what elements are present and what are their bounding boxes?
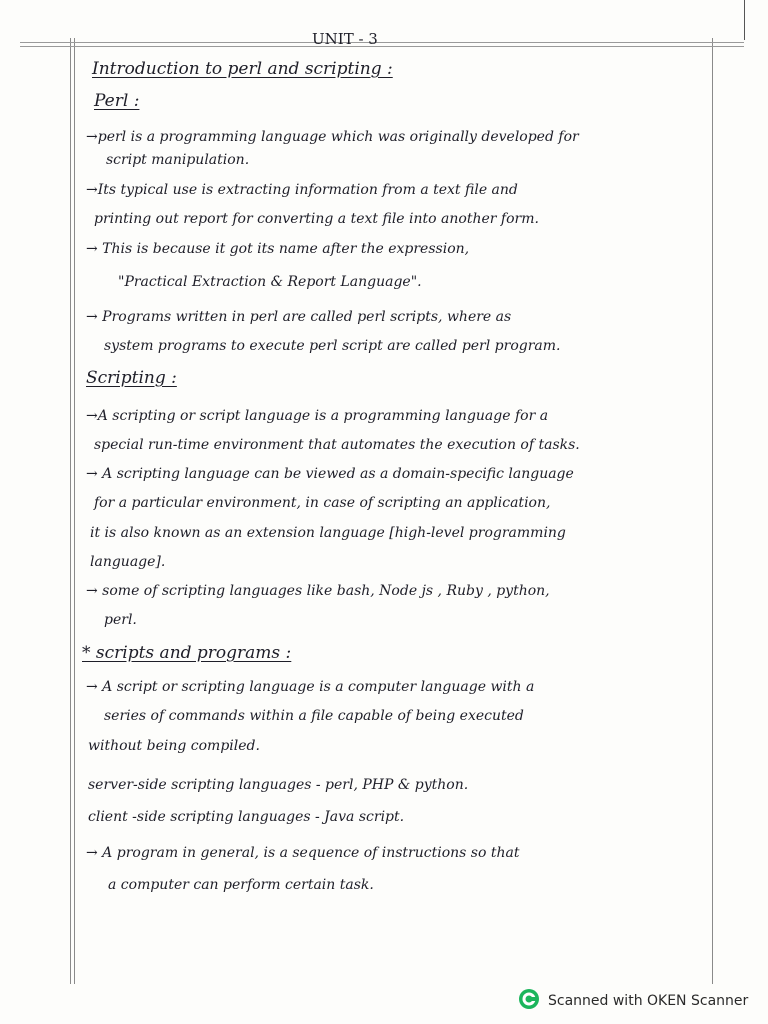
top-rule-line [20,42,744,43]
top-rule-line-2 [20,46,744,47]
scripting-line-8: perl. [104,612,137,628]
scripts-line-5: client -side scripting languages - Java script. [88,809,405,825]
scripts-line-7: a computer can perform certain task. [108,877,374,893]
scripts-line-6: → A program in general, is a sequence of instructions so that [86,845,520,861]
scripts-programs-heading: * scripts and programs : [82,643,292,663]
scripting-line-1: →A scripting or script language is a programming language for a [86,408,549,424]
scripting-line-6: language]. [90,554,166,570]
left-margin-line-inner [74,38,75,984]
scripting-line-7: → some of scripting languages like bash, Node js , Ruby , python, [86,583,550,599]
perl-line-6: "Practical Extraction & Report Language". [118,274,422,290]
perl-line-4: printing out report for converting a text file into another form. [94,211,539,227]
scanner-watermark [518,990,748,1012]
perl-line-8: system programs to execute perl script are called perl program. [104,338,561,354]
scanner-logo-icon [518,988,540,1014]
right-margin-line [712,38,713,984]
scripts-line-4: server-side scripting languages - perl, PHP & python. [88,777,469,793]
right-edge-line [744,0,745,40]
unit-label: UNIT - 3 [312,30,378,48]
perl-line-7: → Programs written in perl are called perl scripts, where as [86,309,512,325]
left-margin-line [70,38,71,984]
scripting-heading: Scripting : [86,368,177,388]
perl-line-2: script manipulation. [106,152,250,168]
perl-line-3: →Its typical use is extracting information from a text file and [86,182,518,198]
scripts-line-3: without being compiled. [88,738,260,754]
scripting-line-3: → A scripting language can be viewed as a domain-specific language [86,466,574,482]
page-title: Introduction to perl and scripting : [92,59,393,79]
scanner-text: Scanned with OKEN Scanner [548,993,749,1009]
scripting-line-4: for a particular environment, in case of scripting an application, [94,495,551,511]
scripting-line-5: it is also known as an extension language [high-level programming [90,525,566,541]
perl-line-5: → This is because it got its name after the expression, [86,241,470,257]
scripting-line-2: special run-time environment that automates the execution of tasks. [94,437,580,453]
perl-line-1: →perl is a programming language which was originally developed for [86,129,579,145]
perl-heading: Perl : [94,91,140,111]
scripts-line-1: → A script or scripting language is a computer language with a [86,679,535,695]
scripts-line-2: series of commands within a file capable of being executed [104,708,524,724]
